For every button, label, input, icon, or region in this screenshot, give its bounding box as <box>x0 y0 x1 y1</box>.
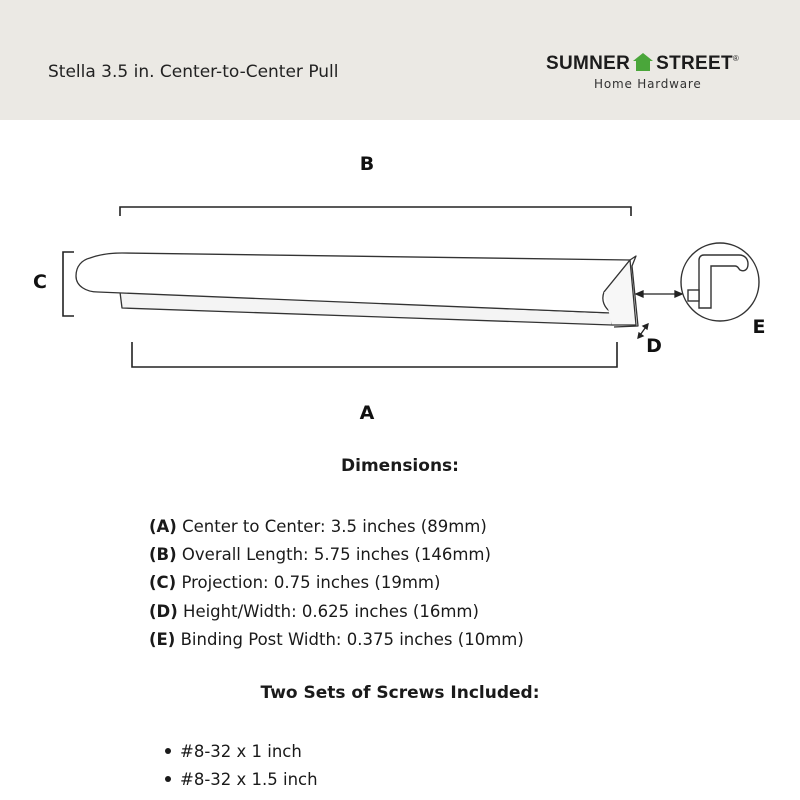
dimension-item-c: (C) Projection: 0.75 inches (19mm) <box>149 573 441 593</box>
dimension-c-bracket <box>63 252 74 316</box>
dimension-diagram <box>0 120 800 440</box>
registered-mark: ® <box>732 54 740 63</box>
brand-wordmark <box>546 52 739 75</box>
label-d: D <box>646 335 662 357</box>
binding-post-detail <box>681 243 759 321</box>
dimensions-list <box>149 513 524 654</box>
dimension-a-bracket <box>132 342 617 367</box>
brand-word-left: SUMNER <box>546 53 631 74</box>
screw-item: #8-32 x 1.5 inch <box>165 766 318 794</box>
brand-word-right: STREET <box>656 53 733 74</box>
header-banner <box>0 0 800 120</box>
label-c: C <box>33 271 47 293</box>
brand-logo <box>546 50 766 96</box>
label-b: B <box>359 153 375 175</box>
bullet-icon <box>165 748 171 754</box>
brand-tagline: Home Hardware <box>594 77 702 91</box>
dimension-b-bracket <box>120 207 631 216</box>
dimensions-heading: Dimensions: <box>341 456 459 476</box>
house-icon <box>632 52 654 72</box>
dimension-item-a: (A) Center to Center: 3.5 inches (89mm) <box>149 517 487 536</box>
screw-item: #8-32 x 1 inch <box>165 738 318 766</box>
dimension-e-arrow <box>636 291 682 297</box>
screws-heading: Two Sets of Screws Included: <box>260 683 540 703</box>
dimension-item-e: (E) Binding Post Width: 0.375 inches (10mm) <box>149 629 524 649</box>
bullet-icon <box>165 776 171 782</box>
dimension-item-d: (D) Height/Width: 0.625 inches (16mm) <box>149 601 479 621</box>
screws-list <box>165 738 318 794</box>
label-e: E <box>752 316 766 338</box>
label-a: A <box>359 402 375 424</box>
product-title: Stella 3.5 in. Center-to-Center Pull <box>48 62 339 82</box>
pull-handle-drawing <box>76 253 638 327</box>
dimension-item-b: (B) Overall Length: 5.75 inches (146mm) <box>149 545 491 565</box>
